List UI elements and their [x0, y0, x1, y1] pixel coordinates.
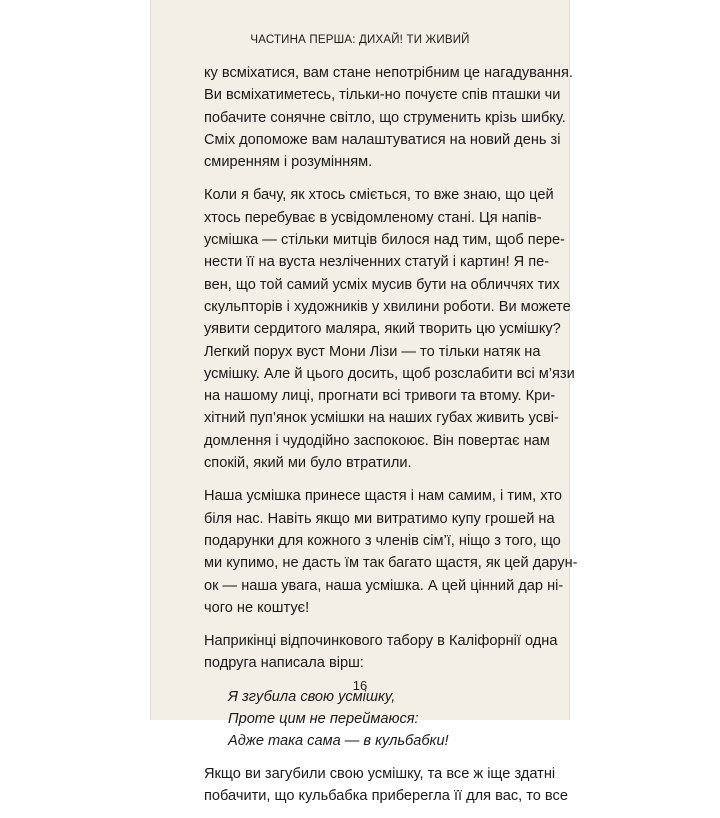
text-line: подарунки для кожного з членів сім’ї, ніщо з того, що [204, 532, 561, 549]
text-line: на нашому лиці, прогнати всі тривоги та втому. Кри- [204, 388, 556, 405]
text-line: побачити, що кульбабка приберегла її для вас, то все [204, 787, 568, 804]
paragraph-2 [204, 184, 575, 474]
text-line: подруга написала вірш: [204, 655, 364, 672]
text-line: Коли я бачу, як хтось сміється, то вже знаю, що цей [204, 187, 554, 204]
poem-line: Я згубила свою усмішку, [228, 688, 396, 705]
text-line: ми купимо, не дасть їм так багато щастя, як цей дарун- [204, 555, 578, 572]
book-page [150, 0, 578, 804]
text-line: ку всміхатися, вам стане непотрібним це нагадування. [204, 65, 573, 81]
text-line: Легкий порух вуст Мони Лізи — то тільки натяк на [204, 343, 541, 360]
text-line: вен, що той самий усміх мусив бути на обличчях тих [204, 276, 560, 293]
text-line: Наша усмішка принесе щастя і нам самим, і тим, хто [204, 488, 563, 505]
text-line: біля нас. Навіть якщо ми витратимо купу грошей на [204, 510, 555, 527]
page-number: 16 [352, 678, 368, 693]
paragraph-5 [204, 763, 568, 808]
paragraph-3 [204, 485, 578, 619]
text-line: побачите сонячне світло, що струменить крізь шибку. [204, 109, 566, 126]
body-text [204, 62, 578, 818]
text-line: уявити сердитого маляра, який творить цю усмішку? [204, 321, 561, 338]
text-line: усмішка — стільки митців билося над тим, щоб пере- [204, 232, 565, 249]
text-line: чого не коштує! [204, 599, 310, 616]
text-line: смиренням і розумінням. [204, 154, 373, 171]
text-line: Сміх допоможе вам налаштуватися на новий день зі [204, 131, 561, 148]
text-line: хітний пуп’янок усмішки на наших губах живить усві- [204, 410, 559, 427]
text-line: хтось перебуває в усвідомленому стані. Ця напів- [204, 209, 542, 226]
text-line: домлення і чудодійно заспокоює. Він повертає нам [204, 432, 550, 449]
text-line: ок — наша увага, наша усмішка. А цей цінний дар ні- [204, 577, 564, 594]
running-header: ЧАСТИНА ПЕРША: ДИХАЙ! ТИ ЖИВИЙ [250, 34, 470, 46]
text-line: Наприкінці відпочинкового табору в Каліфорнії одна [204, 633, 558, 650]
text-line: усмішку. Але й цього досить, щоб розслабити всі м’язи [204, 365, 575, 382]
text-line: нести її на вуста незліченних статуй і картин! Я пе- [204, 254, 550, 271]
poem-line: Адже така сама — в кульбабки! [228, 733, 449, 750]
poem-line: Проте цим не переймаюся: [228, 711, 419, 728]
text-line: спокій, який ми було втратили. [204, 455, 412, 472]
text-line: Якщо ви загубили свою усмішку, та все ж іще здатні [204, 765, 556, 782]
poem-quote [228, 686, 534, 753]
paragraph-1 [204, 62, 573, 173]
text-line: скульпторів і художників у хвилини роботи. Ви можете [204, 298, 571, 315]
text-line: Ви всміхатиметесь, тільки-но почуєте спів пташки чи [204, 87, 561, 104]
paragraph-4 [204, 630, 558, 675]
